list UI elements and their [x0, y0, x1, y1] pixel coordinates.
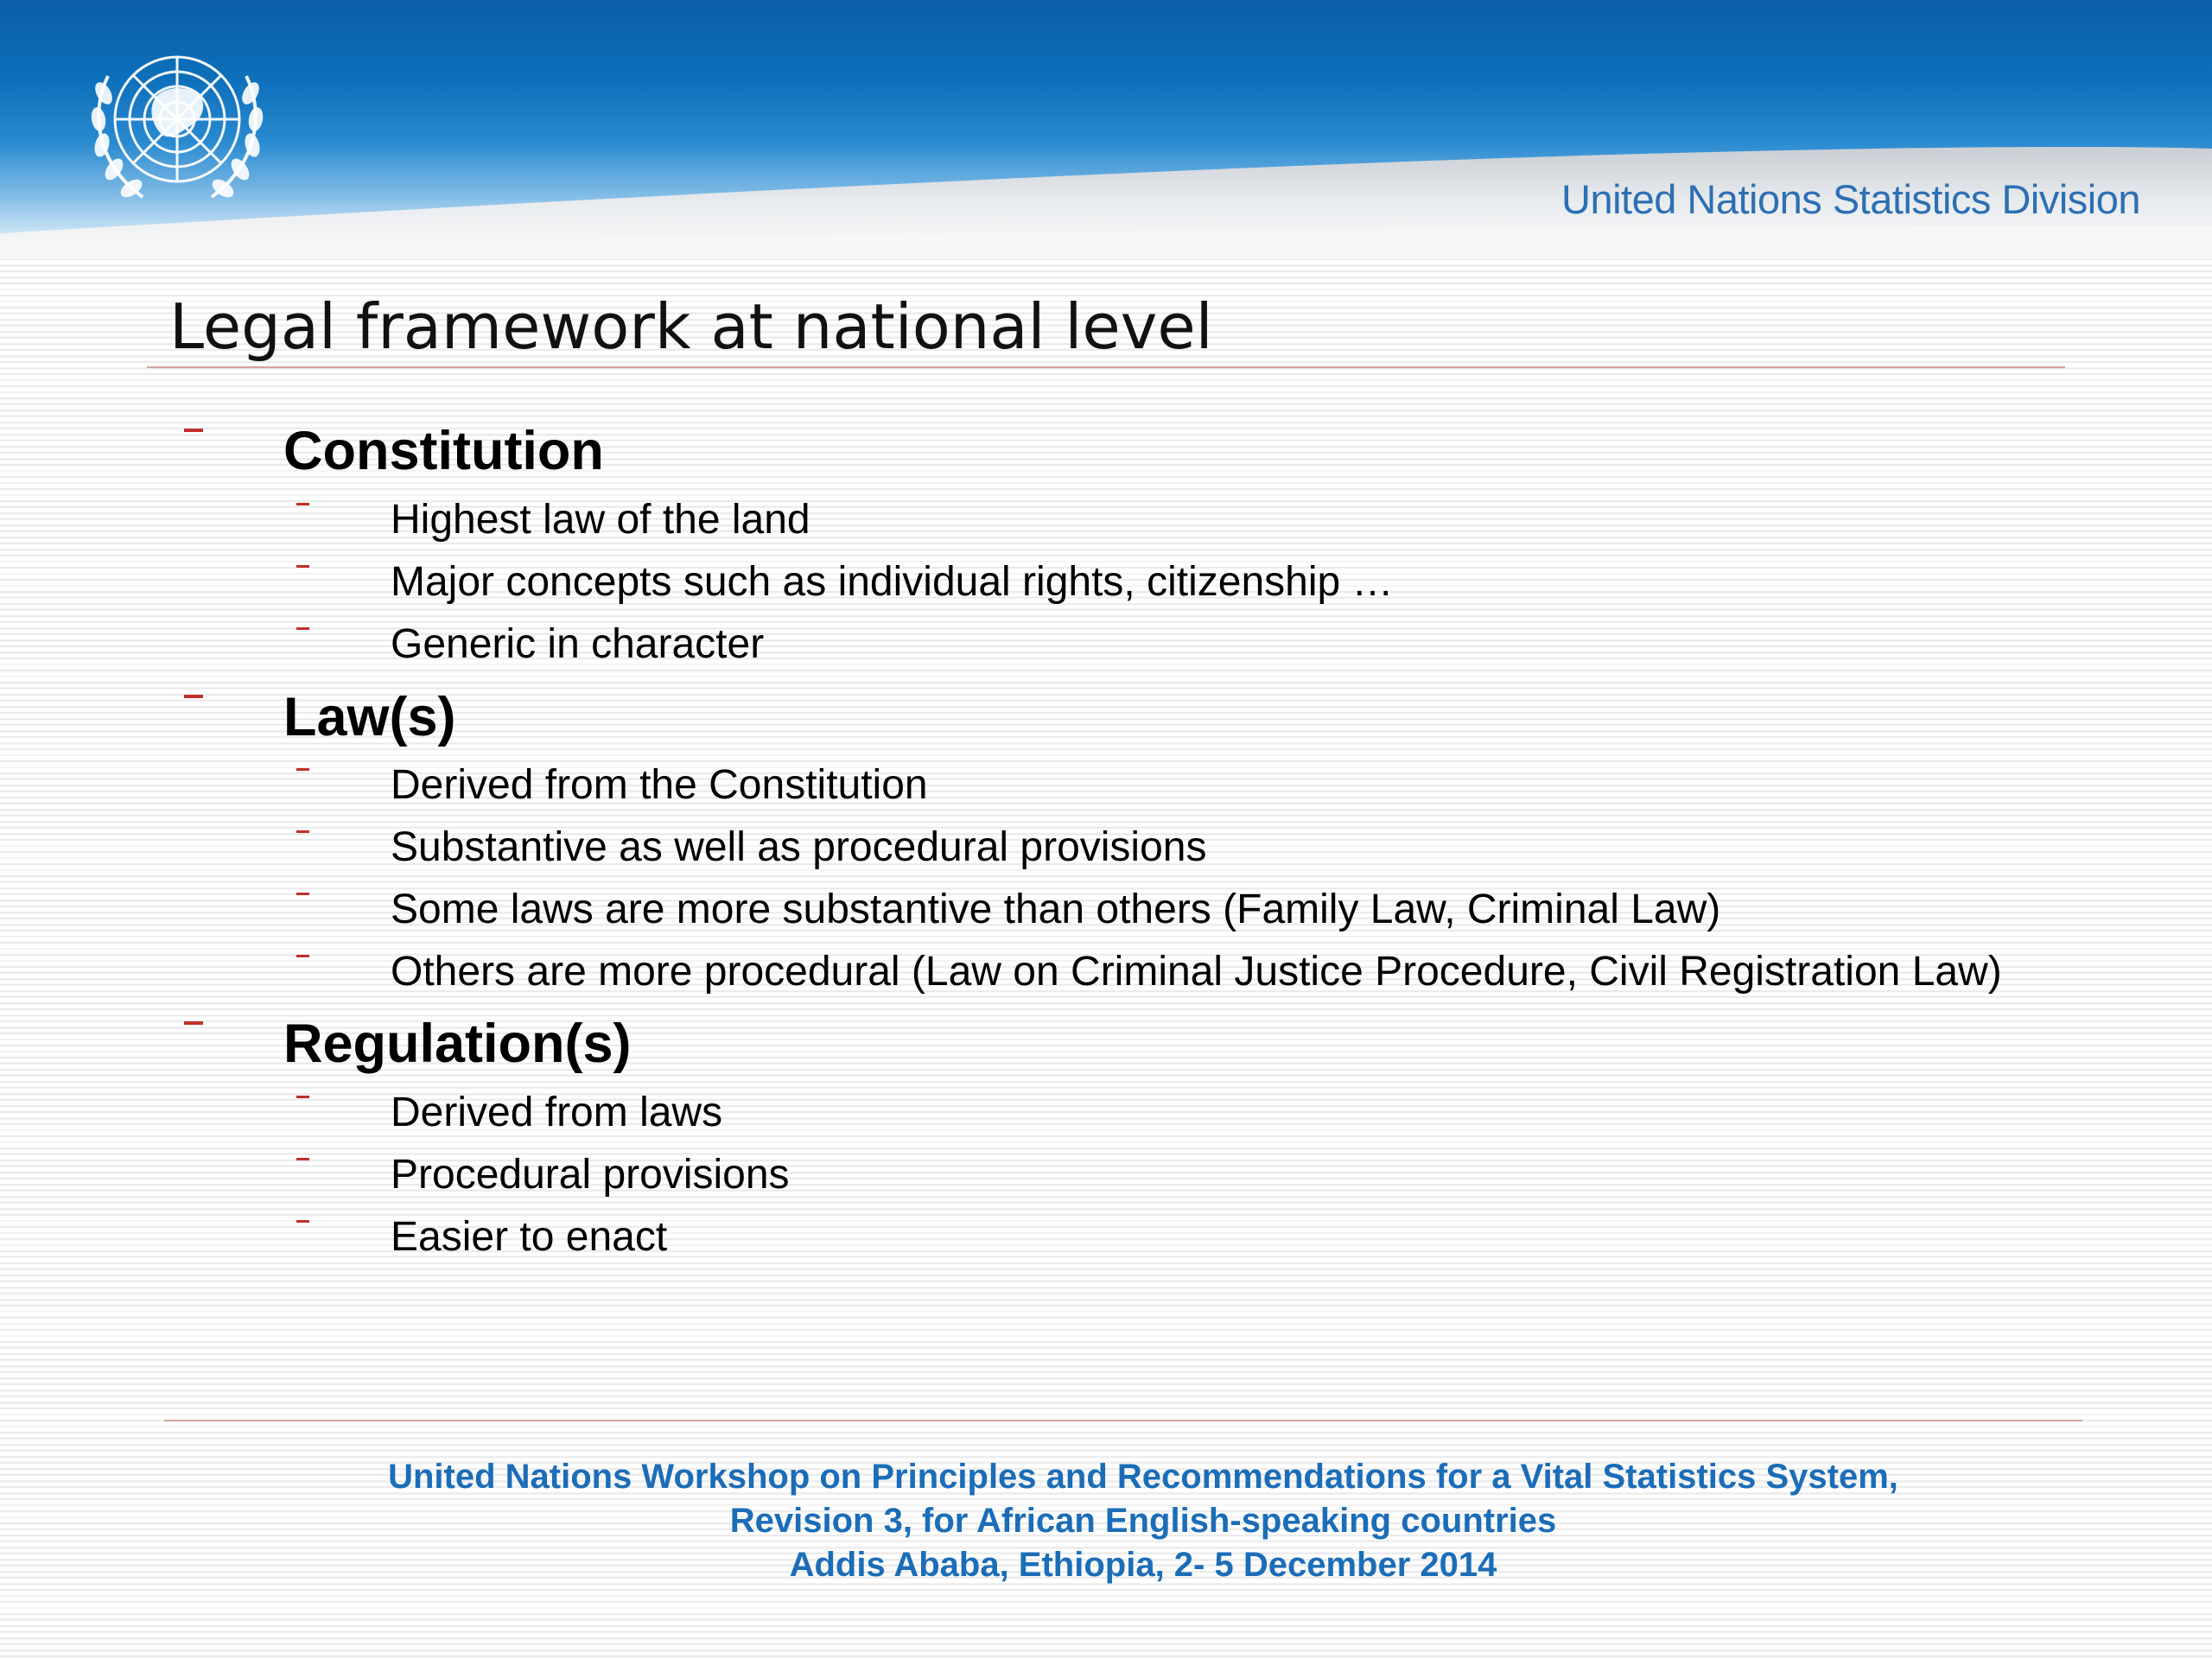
section-heading: Regulation(s)	[283, 1014, 632, 1074]
bullet-dash	[296, 893, 309, 895]
footer-line-1: United Nations Workshop on Principles and Recommendations for a Vital Statistics System,	[388, 1458, 1898, 1496]
footer-line-2: Revision 3, for African English-speaking countries	[729, 1502, 1557, 1540]
list-item-text: Procedural provisions	[391, 1152, 790, 1198]
footer	[0, 1455, 2212, 1587]
list-item-text: Some laws are more substantive than others (Family Law, Criminal Law)	[391, 887, 1721, 932]
bullet-dash	[296, 565, 309, 568]
bullet-dash	[296, 768, 309, 771]
list-item-text: Others are more procedural (Law on Criminal Justice Procedure, Civil Registration Law)	[391, 949, 2002, 995]
division-name: United Nations Statistics Division	[1561, 176, 2140, 222]
list-item-text: Derived from the Constitution	[391, 762, 928, 808]
list-item-text: Major concepts such as individual rights, citizenship …	[391, 559, 1394, 605]
bullet-dash	[296, 1096, 309, 1098]
list-item-text: Easier to enact	[391, 1214, 668, 1260]
bullet-dash	[296, 1158, 309, 1160]
bullet-dash	[296, 955, 309, 957]
section-heading: Constitution	[283, 421, 604, 481]
bullet-dash	[184, 1021, 203, 1025]
list-item-text: Generic in character	[391, 621, 765, 667]
footer-line-3: Addis Ababa, Ethiopia, 2- 5 December 2014	[789, 1546, 1497, 1584]
list-item-text: Substantive as well as procedural provisions	[391, 824, 1207, 870]
bullet-dash	[184, 695, 203, 698]
section-heading: Law(s)	[283, 687, 456, 747]
slide-title: Legal framework at national level	[169, 290, 1213, 363]
bullet-dash	[296, 830, 309, 833]
footer-divider	[164, 1420, 2082, 1421]
bullet-dash	[296, 627, 309, 630]
bullet-dash	[296, 1220, 309, 1223]
list-item-text: Highest law of the land	[391, 497, 810, 543]
bullet-dash	[296, 503, 309, 505]
list-item-text: Derived from laws	[391, 1090, 723, 1135]
bullet-dash	[184, 429, 203, 432]
